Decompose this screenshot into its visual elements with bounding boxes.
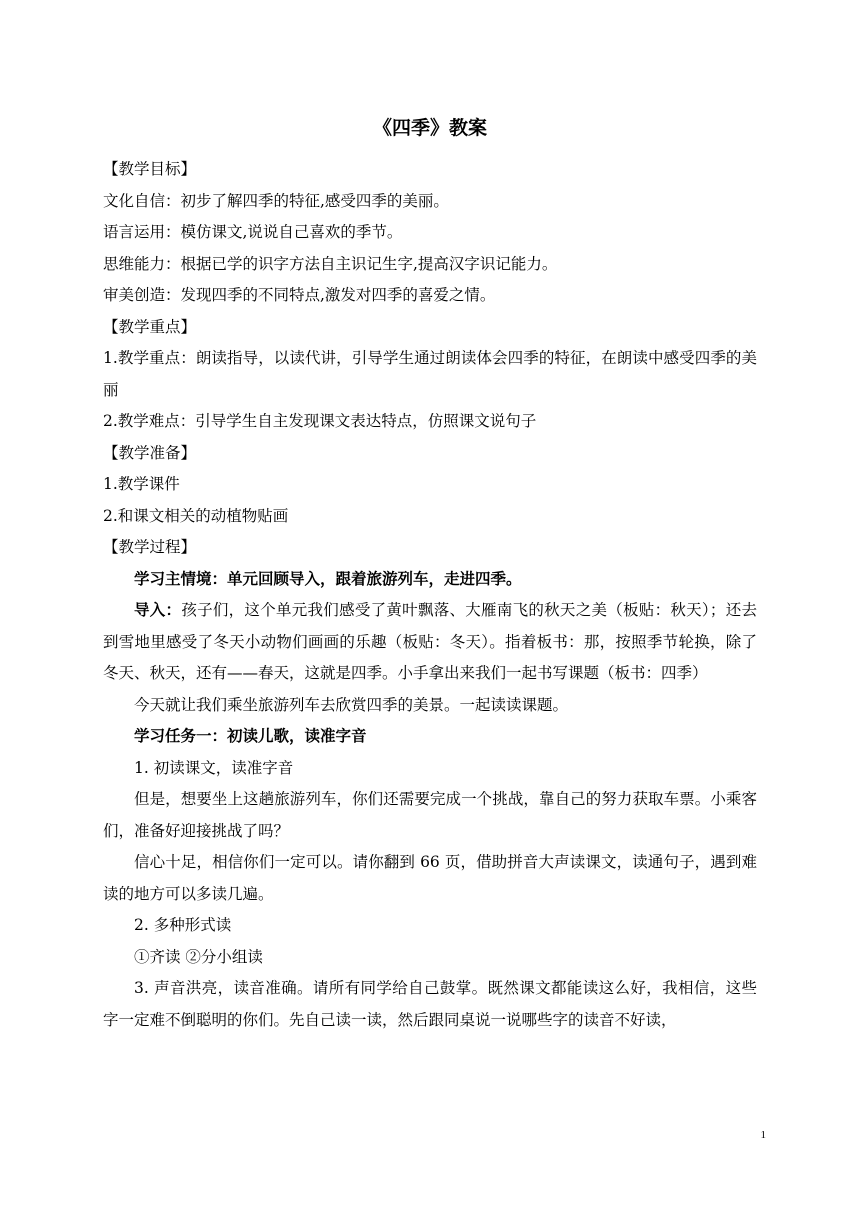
document-title: 《四季》教案	[372, 117, 487, 139]
task-heading: 学习任务一：初读儿歌，读准字音	[134, 727, 367, 745]
key-point: 1.教学重点：朗读指导，以读代讲，引导学生通过朗读体会四季的特征，在朗读中感受四季的美丽	[103, 349, 757, 399]
paragraph: 信心十足，相信你们一定可以。请你翻到 66 页，借助拼音大声读课文，读通句子，遇到难读的地方可以多读几遍。	[103, 853, 757, 903]
paragraph: 今天就让我们乘坐旅游列车去欣赏四季的美景。一起读读课题。	[134, 695, 569, 714]
goal-culture: 文化自信：初步了解四季的特征,感受四季的美丽。	[103, 191, 449, 210]
reading-forms: ①齐读 ②分小组读	[134, 947, 263, 966]
section-heading-preparation: 【教学准备】	[103, 443, 197, 462]
difficult-point: 2.教学难点：引导学生自主发现课文表达特点，仿照课文说句子	[103, 412, 537, 430]
paragraph: 3. 声音洪亮，读音准确。请所有同学给自己鼓掌。既然课文都能读这么好，我相信，这些字一定难不倒聪明的你们。先自己读一读，然后跟同桌说一说哪些字的读音不好读，	[103, 979, 757, 1029]
section-heading-process: 【教学过程】	[103, 538, 197, 556]
intro-text: 孩子们，这个单元我们感受了黄叶飘落、大雁南飞的秋天之美（板贴：秋天）；还去到雪地里感受了冬天小动物们画画的乐趣（板贴：冬天）。指着板书：那，按照季节轮换，除了冬天、秋天，还有——春天，这就是四季。小手拿出来我们一起书写课题（板书：四季）	[103, 601, 757, 682]
preparation-item: 2.和课文相关的动植物贴画	[103, 506, 289, 525]
preparation-item: 1.教学课件	[103, 475, 180, 493]
intro-label: 导入：	[134, 601, 182, 619]
section-heading-key-points: 【教学重点】	[103, 317, 197, 336]
main-situation: 学习主情境：单元回顾导入，跟着旅游列车，走进四季。	[134, 569, 522, 588]
section-heading-goals: 【教学目标】	[103, 160, 197, 178]
goal-thinking: 思维能力：根据已学的识字方法自主识记生字,提高汉字识记能力。	[103, 254, 558, 273]
goal-aesthetics: 审美创造：发现四季的不同特点,激发对四季的喜爱之情。	[103, 286, 496, 304]
intro-paragraph	[103, 595, 757, 690]
document-body	[103, 113, 757, 1036]
goal-language: 语言运用：模仿课文,说说自己喜欢的季节。	[103, 223, 403, 241]
page-number: 1	[760, 1129, 766, 1141]
step-heading: 2. 多种形式读	[134, 916, 232, 934]
paragraph: 但是，想要坐上这趟旅游列车，你们还需要完成一个挑战，靠自己的努力获取车票。小乘客们，准备好迎接挑战了吗？	[103, 790, 757, 840]
step-heading: 1. 初读课文，读准字音	[134, 758, 294, 777]
